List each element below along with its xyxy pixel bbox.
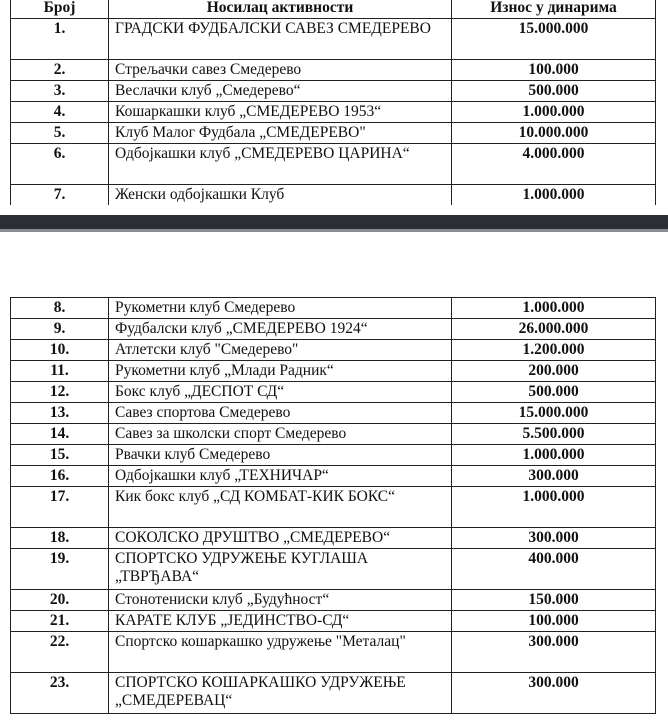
row-number: 10.	[11, 340, 109, 361]
header-number: Број	[11, 0, 109, 19]
row-amount: 1.200.000	[452, 340, 656, 361]
table-row	[11, 403, 656, 424]
row-activity-holder: СПОРТСКО КОШАРКАШКО УДРУЖЕЊЕ „СМЕДЕРЕВАЦ“	[109, 673, 452, 714]
row-number: 9.	[11, 319, 109, 340]
row-activity-holder: СОКОЛСКО ДРУШТВО „СМЕДЕРЕВО“	[109, 528, 452, 549]
table-row	[11, 102, 656, 123]
row-activity-holder: Рвачки клуб Смедерево	[109, 445, 452, 466]
table-row	[11, 590, 656, 611]
row-amount: 1.000.000	[452, 298, 656, 319]
row-number: 22.	[11, 632, 109, 673]
row-number: 4.	[11, 102, 109, 123]
row-amount: 500.000	[452, 81, 656, 102]
row-number: 19.	[11, 549, 109, 590]
row-amount: 100.000	[452, 611, 656, 632]
table-row	[11, 466, 656, 487]
row-number: 11.	[11, 361, 109, 382]
row-activity-holder: Одбојкашки клуб „СМЕДЕРЕВО ЦАРИНА“	[109, 144, 452, 185]
document-page-bottom	[0, 297, 668, 720]
row-amount: 1.000.000	[452, 102, 656, 123]
table-row	[11, 60, 656, 81]
table-row	[11, 424, 656, 445]
row-amount: 400.000	[452, 549, 656, 590]
row-number: 5.	[11, 123, 109, 144]
row-amount: 300.000	[452, 673, 656, 714]
row-amount: 300.000	[452, 466, 656, 487]
row-activity-holder: Кошаркашки клуб „СМЕДЕРЕВО 1953“	[109, 102, 452, 123]
table-row	[11, 549, 656, 590]
row-amount: 10.000.000	[452, 123, 656, 144]
row-activity-holder: Стрељачки савез Смедерево	[109, 60, 452, 81]
row-activity-holder: Рукометни клуб „Млади Радник“	[109, 361, 452, 382]
funding-table-bottom	[10, 297, 656, 714]
row-number: 17.	[11, 487, 109, 528]
row-amount: 200.000	[452, 361, 656, 382]
row-activity-holder: Спортско кошаркашко удружење "Металац"	[109, 632, 452, 673]
table-row	[11, 528, 656, 549]
row-activity-holder: Веслачки клуб „Смедерево“	[109, 81, 452, 102]
row-number: 14.	[11, 424, 109, 445]
row-amount: 26.000.000	[452, 319, 656, 340]
row-activity-holder: ГРАДСКИ ФУДБАЛСКИ САВЕЗ СМЕДЕРЕВО	[109, 19, 452, 60]
row-number: 21.	[11, 611, 109, 632]
row-number: 6.	[11, 144, 109, 185]
table-row	[11, 298, 656, 319]
row-activity-holder: КАРАТЕ КЛУБ „ЈЕДИНСТВО-СД“	[109, 611, 452, 632]
table-body-bottom	[11, 298, 656, 714]
table-row	[11, 185, 656, 206]
row-amount: 4.000.000	[452, 144, 656, 185]
row-amount: 15.000.000	[452, 19, 656, 60]
row-activity-holder: Кик бокс клуб „СД КОМБАТ-КИК БОКС“	[109, 487, 452, 528]
table-row	[11, 632, 656, 673]
table-row	[11, 123, 656, 144]
row-amount: 1.000.000	[452, 487, 656, 528]
row-number: 16.	[11, 466, 109, 487]
row-activity-holder: СПОРТСКО УДРУЖЕЊЕ КУГЛАША „ТВРЂАВА“	[109, 549, 452, 590]
row-number: 2.	[11, 60, 109, 81]
row-activity-holder: Стонотениски клуб „Будућност“	[109, 590, 452, 611]
row-number: 15.	[11, 445, 109, 466]
row-activity-holder: Савез за школски спорт Смедерево	[109, 424, 452, 445]
row-number: 23.	[11, 673, 109, 714]
funding-table-top	[10, 0, 656, 205]
header-amount: Износ у динарима	[452, 0, 656, 19]
table-row	[11, 144, 656, 185]
row-amount: 15.000.000	[452, 403, 656, 424]
row-amount: 100.000	[452, 60, 656, 81]
row-activity-holder: Савез спортова Смедерево	[109, 403, 452, 424]
row-number: 13.	[11, 403, 109, 424]
table-row	[11, 445, 656, 466]
table-row	[11, 81, 656, 102]
row-amount: 5.500.000	[452, 424, 656, 445]
row-activity-holder: Женски одбојкашки Клуб	[109, 185, 452, 206]
table-row	[11, 319, 656, 340]
header-activity-holder: Носилац активности	[109, 0, 452, 19]
table-row	[11, 340, 656, 361]
table-row	[11, 19, 656, 60]
table-header-row	[11, 0, 656, 19]
table-row	[11, 673, 656, 714]
row-number: 12.	[11, 382, 109, 403]
row-amount: 300.000	[452, 632, 656, 673]
table-row	[11, 611, 656, 632]
table-row	[11, 487, 656, 528]
row-number: 7.	[11, 185, 109, 206]
row-number: 3.	[11, 81, 109, 102]
table-body-top	[11, 19, 656, 206]
row-amount: 1.000.000	[452, 185, 656, 206]
row-amount: 150.000	[452, 590, 656, 611]
table-row	[11, 361, 656, 382]
row-amount: 1.000.000	[452, 445, 656, 466]
row-activity-holder: Бокс клуб „ДЕСПОТ СД“	[109, 382, 452, 403]
row-amount: 500.000	[452, 382, 656, 403]
row-activity-holder: Рукометни клуб Смедерево	[109, 298, 452, 319]
row-activity-holder: Фудбалски клуб „СМЕДЕРЕВО 1924“	[109, 319, 452, 340]
document-page-top	[0, 0, 668, 205]
page-separator-edge	[0, 229, 668, 232]
row-number: 8.	[11, 298, 109, 319]
row-activity-holder: Одбојкашки клуб „ТЕХНИЧАР“	[109, 466, 452, 487]
row-amount: 300.000	[452, 528, 656, 549]
row-activity-holder: Атлетски клуб "Смедерево"	[109, 340, 452, 361]
row-number: 1.	[11, 19, 109, 60]
row-number: 20.	[11, 590, 109, 611]
row-number: 18.	[11, 528, 109, 549]
row-activity-holder: Клуб Малог Фудбала „СМЕДЕРЕВО"	[109, 123, 452, 144]
table-row	[11, 382, 656, 403]
